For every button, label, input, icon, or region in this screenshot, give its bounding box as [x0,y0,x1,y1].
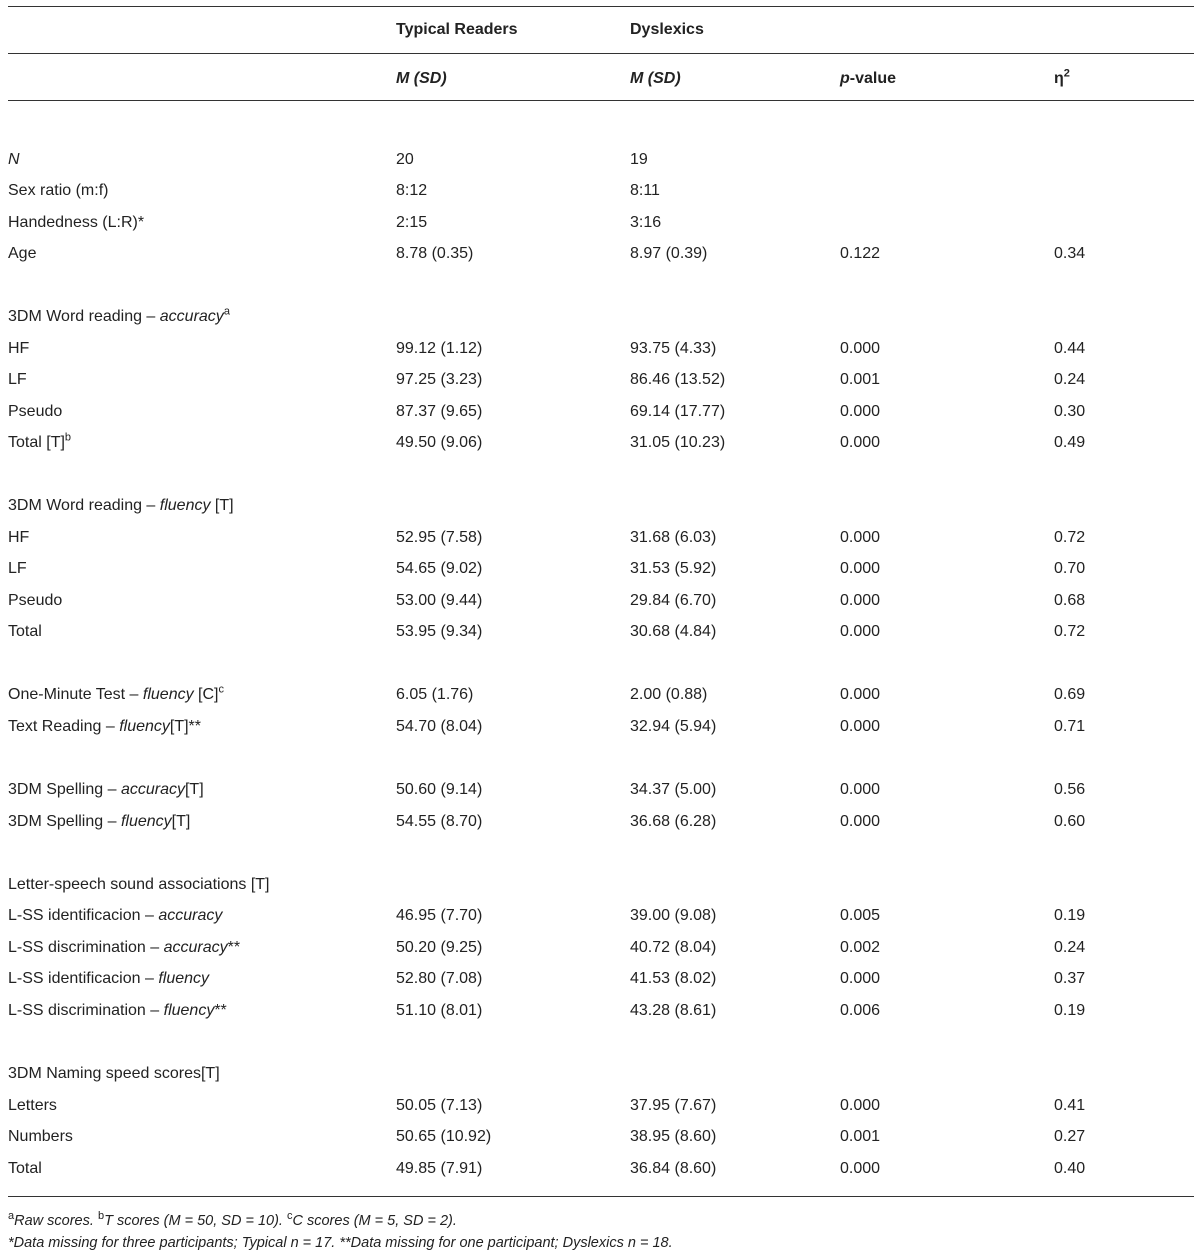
dyslexic-value: 34.37 (5.00) [630,781,717,798]
row-label-text: Numbers [8,1128,73,1145]
dyslexic-value: 43.28 (8.61) [630,1002,717,1019]
row-label-text: Pseudo [8,403,63,420]
p-value: 0.000 [840,592,881,609]
dyslexic-value: 3:16 [630,214,662,231]
typical-value: 50.65 (10.92) [396,1128,492,1145]
row-label [8,622,42,642]
eta-squared-value: 0.70 [1054,560,1086,577]
footnote-a-text: Raw scores. [14,1213,98,1229]
row-label-part: One-Minute Test – [8,686,143,703]
p-value: 0.122 [840,245,881,262]
dyslexic-value: 93.75 (4.33) [630,340,717,357]
row-label [8,938,240,958]
row-label [8,906,222,926]
dyslexic-value: 2.00 (0.88) [630,686,708,703]
row-label [8,244,36,264]
typical-value: 53.95 (9.34) [396,623,483,640]
dyslexic-value: 38.95 (8.60) [630,1128,717,1145]
row-label-part: a [223,305,230,318]
eta-squared-value: 0.34 [1054,245,1086,262]
row-label-part: fluency [158,970,210,987]
typical-value: 6.05 (1.76) [396,686,474,703]
footnote-b-text: T scores (M = 50, SD = 10). [104,1213,287,1229]
header-dyslexics: Dyslexics [630,21,704,38]
row-label [8,1159,42,1179]
dyslexic-value: 8:11 [630,182,660,199]
typical-value: 8:12 [396,182,428,199]
eta-squared-value: 0.49 [1054,434,1086,451]
row-label-text: N [8,151,20,168]
row-label-part: accuracy [159,308,224,325]
footnote-a-sup: a [8,1210,15,1223]
p-value: 0.002 [840,939,881,956]
eta-squared-value: 0.68 [1054,592,1086,609]
row-label-part: 3DM Word reading – [8,497,160,514]
row-label [8,591,62,611]
footnote-b-sup: b [97,1210,105,1223]
header-msd-typical: M (SD) [396,70,447,87]
p-value: 0.000 [840,781,881,798]
row-label [8,1064,220,1084]
eta-squared-value: 0.41 [1054,1097,1086,1114]
typical-value: 8.78 (0.35) [396,245,474,262]
row-label [8,433,71,453]
eta-squared-value: 0.19 [1054,907,1086,924]
row-label-part: L-SS discrimination – [8,1002,164,1019]
dyslexic-value: 29.84 (6.70) [630,592,717,609]
p-value: 0.000 [840,623,881,640]
header-p-rest: -value [849,70,897,87]
typical-value: 50.20 (9.25) [396,939,483,956]
row-label-part: [T] [184,781,204,798]
typical-value: 52.80 (7.08) [396,970,483,987]
eta-squared-value: 0.72 [1054,623,1086,640]
p-value: 0.000 [840,434,881,451]
header-eta-squared [1054,69,1070,89]
row-label-part: fluency [119,718,170,735]
p-value: 0.000 [840,970,881,987]
dyslexic-value: 41.53 (8.02) [630,970,717,987]
eta-squared-value: 0.56 [1054,781,1086,798]
row-label [8,717,201,737]
eta-squared-value: 0.37 [1054,970,1086,987]
row-label-text: Handedness (L:R)* [8,214,145,231]
row-label-part: [T] [171,813,191,830]
row-label [8,150,20,170]
typical-value: 50.60 (9.14) [396,781,483,798]
row-label-part: 3DM Word reading – [8,308,160,325]
row-label [8,780,204,800]
row-label-part: fluency [163,1002,215,1019]
row-label [8,528,29,548]
row-label-part: ** [227,939,241,956]
row-label [8,969,209,989]
typical-value: 20 [396,151,414,168]
typical-value: 54.65 (9.02) [396,560,483,577]
row-label [8,213,144,233]
row-label-part: 3DM Spelling – [8,781,121,798]
dyslexic-value: 32.94 (5.94) [630,718,717,735]
typical-value: 52.95 (7.58) [396,529,483,546]
row-label-part: L-SS discrimination – [8,939,164,956]
row-label-part: c [218,683,224,696]
dyslexic-value: 19 [630,151,648,168]
table-top-rule [8,6,1194,7]
row-label-text: Letters [8,1097,57,1114]
eta-squared-value: 0.44 [1054,340,1086,357]
dyslexic-value: 37.95 (7.67) [630,1097,717,1114]
eta-squared-value: 0.60 [1054,813,1086,830]
footnote-line-1 [8,1212,457,1230]
header-eta: η [1054,70,1064,87]
row-label-part: 3DM Spelling – [8,813,121,830]
dyslexic-value: 30.68 (4.84) [630,623,717,640]
p-value: 0.000 [840,1097,881,1114]
table-bottom-rule [8,1196,1194,1197]
row-label-text: HF [8,529,30,546]
dyslexic-value: 69.14 (17.77) [630,403,726,420]
p-value: 0.001 [840,371,881,388]
p-value: 0.006 [840,1002,881,1019]
p-value: 0.000 [840,686,881,703]
footnote-c-sup: c [286,1210,293,1223]
eta-squared-value: 0.24 [1054,939,1086,956]
p-value: 0.000 [840,813,881,830]
row-label [8,559,27,579]
row-label [8,339,29,359]
dyslexic-value: 40.72 (8.04) [630,939,717,956]
row-label [8,370,27,390]
header-p-italic: p [840,70,850,87]
row-label-part: accuracy [163,939,228,956]
row-label-text: Age [8,245,37,262]
p-value: 0.000 [840,1160,881,1177]
typical-value: 97.25 (3.23) [396,371,483,388]
row-label-part: L-SS identificacion – [8,970,159,987]
row-label [8,1001,227,1021]
typical-value: 54.70 (8.04) [396,718,483,735]
row-label [8,496,234,516]
eta-squared-value: 0.71 [1054,718,1086,735]
row-label-part: b [64,431,72,444]
eta-squared-value: 0.72 [1054,529,1086,546]
p-value: 0.000 [840,718,881,735]
eta-squared-value: 0.40 [1054,1160,1086,1177]
header-typical-readers: Typical Readers [396,21,518,38]
header-p-value [840,69,896,89]
footnote-line-2: *Data missing for three participants; Typical n = 17. **Data missing for one participant; Dyslexics n = 18. [8,1235,673,1251]
row-label-text: HF [8,340,30,357]
typical-value: 50.05 (7.13) [396,1097,483,1114]
typical-value: 49.50 (9.06) [396,434,483,451]
row-label-part: accuracy [158,907,223,924]
typical-value: 53.00 (9.44) [396,592,483,609]
dyslexic-value: 39.00 (9.08) [630,907,717,924]
dyslexic-value: 31.05 (10.23) [630,434,726,451]
row-label [8,402,62,422]
row-label-part: fluency [120,813,172,830]
row-label-text: LF [8,371,27,388]
eta-squared-value: 0.69 [1054,686,1086,703]
row-label-part: [T] [210,497,234,514]
dyslexic-value: 31.53 (5.92) [630,560,717,577]
row-label [8,181,108,201]
row-label [8,812,190,832]
dyslexic-value: 36.84 (8.60) [630,1160,717,1177]
row-label-part: accuracy [120,781,185,798]
row-label [8,1127,73,1147]
row-label-part: [T]** [169,718,202,735]
p-value: 0.005 [840,907,881,924]
row-label-text: Total [8,623,42,640]
footnote-c-text: C scores (M = 5, SD = 2). [292,1213,457,1229]
header-divider-rule [8,53,1194,54]
typical-value: 49.85 (7.91) [396,1160,483,1177]
header-bottom-rule [8,100,1194,101]
dyslexic-value: 86.46 (13.52) [630,371,726,388]
row-label-text: Pseudo [8,592,63,609]
header-msd-dyslexics: M (SD) [630,70,681,87]
row-label [8,875,269,895]
row-label-part: [C] [193,686,219,703]
row-label-part: fluency [142,686,194,703]
dyslexic-value: 8.97 (0.39) [630,245,708,262]
p-value: 0.000 [840,560,881,577]
typical-value: 51.10 (8.01) [396,1002,483,1019]
p-value: 0.000 [840,340,881,357]
eta-squared-value: 0.30 [1054,403,1086,420]
eta-squared-value: 0.27 [1054,1128,1086,1145]
eta-squared-value: 0.19 [1054,1002,1086,1019]
eta-squared-value: 0.24 [1054,371,1086,388]
row-label [8,307,230,327]
row-label-text: Sex ratio (m:f) [8,182,109,199]
row-label-text: Total [8,1160,42,1177]
row-label-text: 3DM Naming speed scores[T] [8,1065,220,1082]
row-label-part: Text Reading – [8,718,120,735]
dyslexic-value: 36.68 (6.28) [630,813,717,830]
typical-value: 2:15 [396,214,428,231]
row-label-part: ** [214,1002,227,1019]
header-eta-sup: 2 [1063,67,1070,80]
dyslexic-value: 31.68 (6.03) [630,529,717,546]
p-value: 0.001 [840,1128,881,1145]
typical-value: 46.95 (7.70) [396,907,483,924]
row-label-text: Letter-speech sound associations [T] [8,876,270,893]
row-label [8,1096,57,1116]
row-label-part: Total [T] [8,434,65,451]
typical-value: 54.55 (8.70) [396,813,483,830]
row-label-text: LF [8,560,27,577]
typical-value: 87.37 (9.65) [396,403,483,420]
typical-value: 99.12 (1.12) [396,340,483,357]
row-label [8,685,224,705]
p-value: 0.000 [840,403,881,420]
row-label-part: L-SS identificacion – [8,907,159,924]
row-label-part: fluency [159,497,211,514]
p-value: 0.000 [840,529,881,546]
